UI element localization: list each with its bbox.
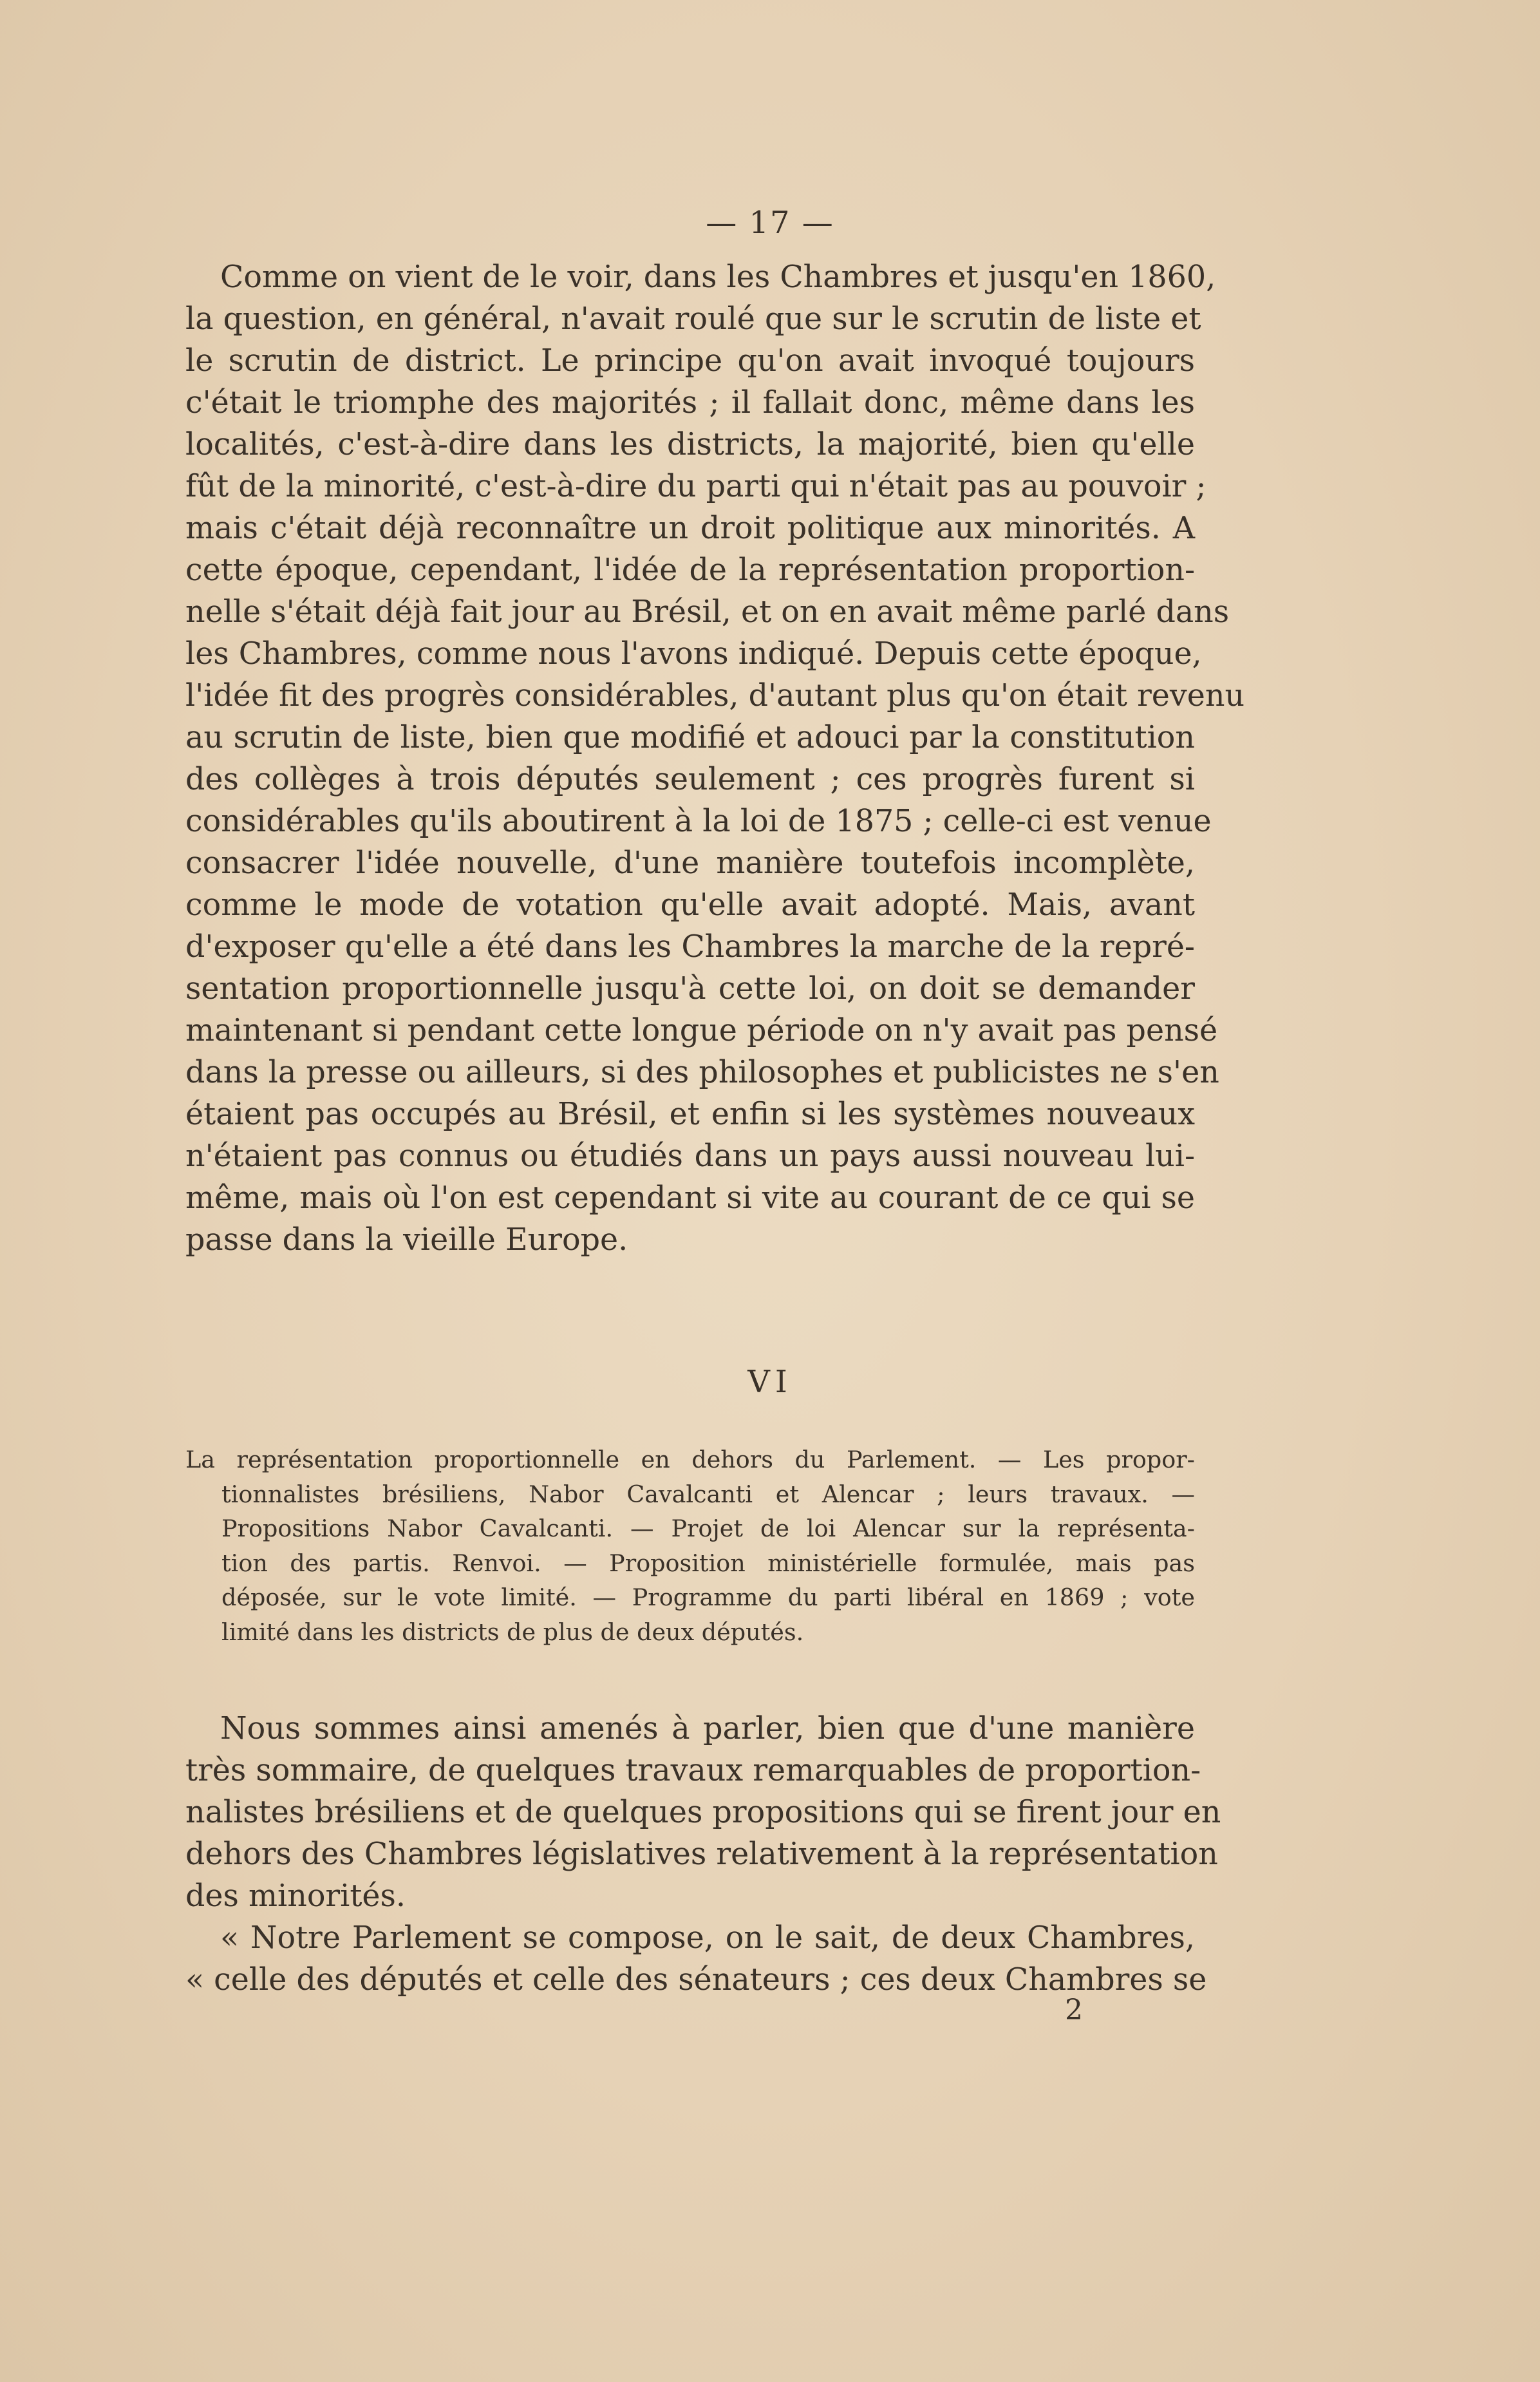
text-line: les Chambres, comme nous l'avons indiqué. Depuis cette époque, (185, 636, 1202, 672)
text-line: au scrutin de liste, bien que modifié et adouci par la constitution (185, 720, 1195, 755)
text-line: des collèges à trois députés seulement ; ces progrès furent si (185, 762, 1195, 797)
text-line: des minorités. (185, 1878, 406, 1914)
text-line: l'idée fit des progrès considérables, d'autant plus qu'on était revenu (185, 678, 1245, 714)
text-line: étaient pas occupés au Brésil, et enfin si les systèmes nouveaux (185, 1097, 1195, 1132)
summary-line: La représentation proportionnelle en dehors du Parlement. — Les propor- (185, 1446, 1195, 1473)
text-line: même, mais où l'on est cependant si vite au courant de ce qui se (185, 1180, 1195, 1216)
text-line: passe dans la vieille Europe. (185, 1222, 628, 1258)
summary-line: tionnalistes brésiliens, Nabor Cavalcanti et Alencar ; leurs travaux. — (221, 1480, 1195, 1508)
text-line: nalistes brésiliens et de quelques propositions qui se firent jour en (185, 1795, 1221, 1830)
page-number: — 17 — (706, 205, 834, 241)
text-line: n'étaient pas connus ou étudiés dans un pays aussi nouveau lui- (185, 1139, 1195, 1174)
text-line: nelle s'était déjà fait jour au Brésil, et on en avait même parlé dans (185, 594, 1230, 630)
summary-line: déposée, sur le vote limité. — Programme du parti libéral en 1869 ; vote (221, 1583, 1195, 1611)
text-line: « celle des députés et celle des sénateurs ; ces deux Chambres se (185, 1962, 1207, 1998)
text-line: Comme on vient de le voir, dans les Chambres et jusqu'en 1860, (220, 260, 1216, 295)
text-line: sentation proportionnelle jusqu'à cette loi, on doit se demander (185, 971, 1195, 1007)
signature-mark: 2 (1065, 1994, 1083, 2027)
text-line: la question, en général, n'avait roulé que sur le scrutin de liste et (185, 301, 1201, 337)
summary-line: tion des partis. Renvoi. — Proposition ministérielle formulée, mais pas (221, 1549, 1195, 1577)
text-line: considérables qu'ils aboutirent à la loi de 1875 ; celle-ci est venue (185, 804, 1212, 839)
text-line: comme le mode de votation qu'elle avait adopté. Mais, avant (185, 887, 1195, 923)
text-line: fût de la minorité, c'est-à-dire du parti qui n'était pas au pouvoir ; (185, 469, 1207, 504)
summary-line: limité dans les districts de plus de deux députés. (221, 1618, 804, 1646)
text-line: consacrer l'idée nouvelle, d'une manière toutefois incomplète, (185, 846, 1195, 881)
text-line: « Notre Parlement se compose, on le sait, de deux Chambres, (220, 1920, 1195, 1956)
text-line: mais c'était déjà reconnaître un droit politique aux minorités. A (185, 511, 1195, 546)
paragraph-1 (185, 256, 1245, 1261)
paragraph-2 (185, 1708, 1221, 1917)
paragraph-3 (185, 1917, 1207, 2001)
text-line: dans la presse ou ailleurs, si des philosophes et publicistes ne s'en (185, 1055, 1219, 1090)
text-line: maintenant si pendant cette longue période on n'y avait pas pensé (185, 1013, 1218, 1048)
text-line: localités, c'est-à-dire dans les districts, la majorité, bien qu'elle (185, 427, 1195, 462)
text-line: d'exposer qu'elle a été dans les Chambres la marche de la repré- (185, 929, 1195, 965)
section-number: VI (747, 1364, 793, 1400)
text-line: le scrutin de district. Le principe qu'on avait invoqué toujours (185, 343, 1195, 379)
summary-line: Propositions Nabor Cavalcanti. — Projet de loi Alencar sur la représenta- (221, 1515, 1195, 1542)
text-line: cette époque, cependant, l'idée de la représentation proportion- (185, 553, 1195, 588)
text-line: dehors des Chambres législatives relativement à la représentation (185, 1837, 1218, 1872)
text-line: très sommaire, de quelques travaux remarquables de proportion- (185, 1753, 1201, 1788)
chapter-summary (185, 1442, 1195, 1649)
text-line: c'était le triomphe des majorités ; il fallait donc, même dans les (185, 385, 1195, 421)
text-line: Nous sommes ainsi amenés à parler, bien que d'une manière (220, 1711, 1195, 1746)
